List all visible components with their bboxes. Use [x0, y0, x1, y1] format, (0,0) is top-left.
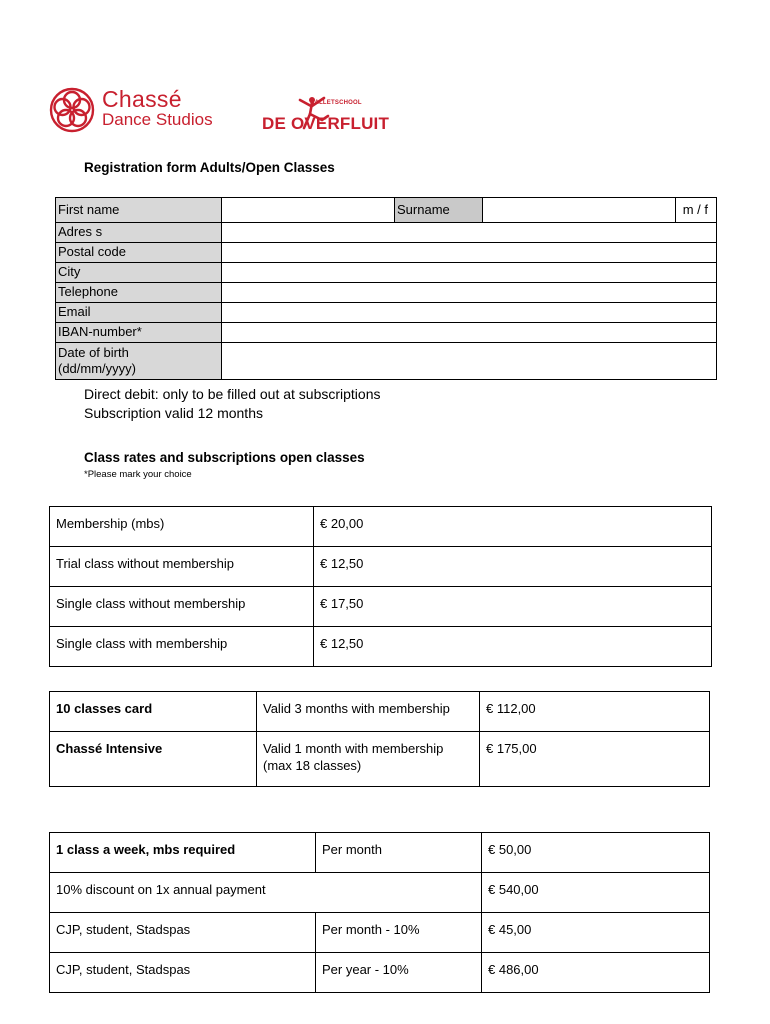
- table-row[interactable]: [50, 913, 710, 953]
- surname-label: Surname: [395, 198, 483, 223]
- rate-period: Per year - 10%: [316, 953, 482, 993]
- chasse-logo-name: Chassé: [102, 86, 182, 112]
- rate-price: € 112,00: [480, 692, 710, 732]
- rate-label: 10% discount on 1x annual payment: [50, 873, 482, 913]
- rate-validity: [257, 732, 480, 787]
- first-name-label: First name: [56, 198, 222, 223]
- first-name-field[interactable]: [222, 198, 395, 223]
- subscription-rates-table: [49, 832, 710, 993]
- date-of-birth-field[interactable]: [222, 343, 717, 380]
- table-row[interactable]: [50, 587, 712, 627]
- city-field[interactable]: [222, 263, 717, 283]
- direct-debit-note: Direct debit: only to be filled out at subscriptions: [84, 386, 381, 402]
- table-row[interactable]: [50, 507, 712, 547]
- iban-label: IBAN-number*: [56, 323, 222, 343]
- rate-validity-line1: Valid 1 month with membership: [263, 741, 444, 756]
- dob-label-line1: Date of birth: [58, 345, 129, 360]
- postal-code-label: Postal code: [56, 243, 222, 263]
- rate-label: Trial class without membership: [50, 547, 314, 587]
- table-row: [56, 198, 717, 223]
- rate-label: Single class without membership: [50, 587, 314, 627]
- rate-label: 1 class a week, mbs required: [50, 833, 316, 873]
- rate-price: € 486,00: [482, 953, 710, 993]
- rate-label: Membership (mbs): [50, 507, 314, 547]
- table-row: [56, 243, 717, 263]
- rate-period: Per month - 10%: [316, 913, 482, 953]
- rate-label: CJP, student, Stadspas: [50, 913, 316, 953]
- table-row[interactable]: [50, 833, 710, 873]
- rate-validity-line2: (max 18 classes): [263, 758, 362, 773]
- subscription-valid-note: Subscription valid 12 months: [84, 405, 263, 421]
- table-row: [56, 343, 717, 380]
- personal-data-table: [55, 197, 717, 380]
- rate-price: € 175,00: [480, 732, 710, 787]
- postal-code-field[interactable]: [222, 243, 717, 263]
- table-row: [56, 323, 717, 343]
- rate-price: € 12,50: [314, 547, 712, 587]
- rate-label: 10 classes card: [50, 692, 257, 732]
- telephone-label: Telephone: [56, 283, 222, 303]
- table-row: [56, 223, 717, 243]
- email-label: Email: [56, 303, 222, 323]
- rate-price: € 540,00: [482, 873, 710, 913]
- rates-section-subtitle: *Please mark your choice: [84, 469, 192, 480]
- rate-period: Per month: [316, 833, 482, 873]
- iban-field[interactable]: [222, 323, 717, 343]
- table-row[interactable]: [50, 873, 710, 913]
- overfluit-small-text: BALLETSCHOOL: [310, 100, 362, 106]
- date-of-birth-label: [56, 343, 222, 380]
- overfluit-main-text: DE OVERFLUIT: [262, 114, 390, 133]
- table-row[interactable]: [50, 732, 710, 787]
- gender-field[interactable]: m / f: [676, 198, 717, 223]
- table-row[interactable]: [50, 627, 712, 667]
- rate-label: Single class with membership: [50, 627, 314, 667]
- dob-label-line2: (dd/mm/yyyy): [58, 361, 136, 376]
- rate-label: Chassé Intensive: [50, 732, 257, 787]
- rate-validity: Valid 3 months with membership: [257, 692, 480, 732]
- telephone-field[interactable]: [222, 283, 717, 303]
- table-row: [56, 283, 717, 303]
- rate-label: CJP, student, Stadspas: [50, 953, 316, 993]
- rate-price: € 50,00: [482, 833, 710, 873]
- single-rates-table: [49, 506, 712, 667]
- card-rates-table: [49, 691, 710, 787]
- chasse-logo: [48, 86, 238, 136]
- table-row: [56, 303, 717, 323]
- chasse-logo-subtitle: Dance Studios: [102, 110, 213, 129]
- rate-price: € 20,00: [314, 507, 712, 547]
- rate-price: € 12,50: [314, 627, 712, 667]
- address-field[interactable]: [222, 223, 717, 243]
- chasse-flower-icon: [48, 86, 96, 134]
- overfluit-logo: [262, 98, 392, 138]
- table-row[interactable]: [50, 692, 710, 732]
- rates-section-title: Class rates and subscriptions open classes: [84, 450, 365, 465]
- address-label: Adres s: [56, 223, 222, 243]
- rate-price: € 45,00: [482, 913, 710, 953]
- table-row: [56, 263, 717, 283]
- table-row[interactable]: [50, 547, 712, 587]
- city-label: City: [56, 263, 222, 283]
- form-title: Registration form Adults/Open Classes: [84, 160, 335, 175]
- rate-price: € 17,50: [314, 587, 712, 627]
- table-row[interactable]: [50, 953, 710, 993]
- surname-field[interactable]: [483, 198, 676, 223]
- email-field[interactable]: [222, 303, 717, 323]
